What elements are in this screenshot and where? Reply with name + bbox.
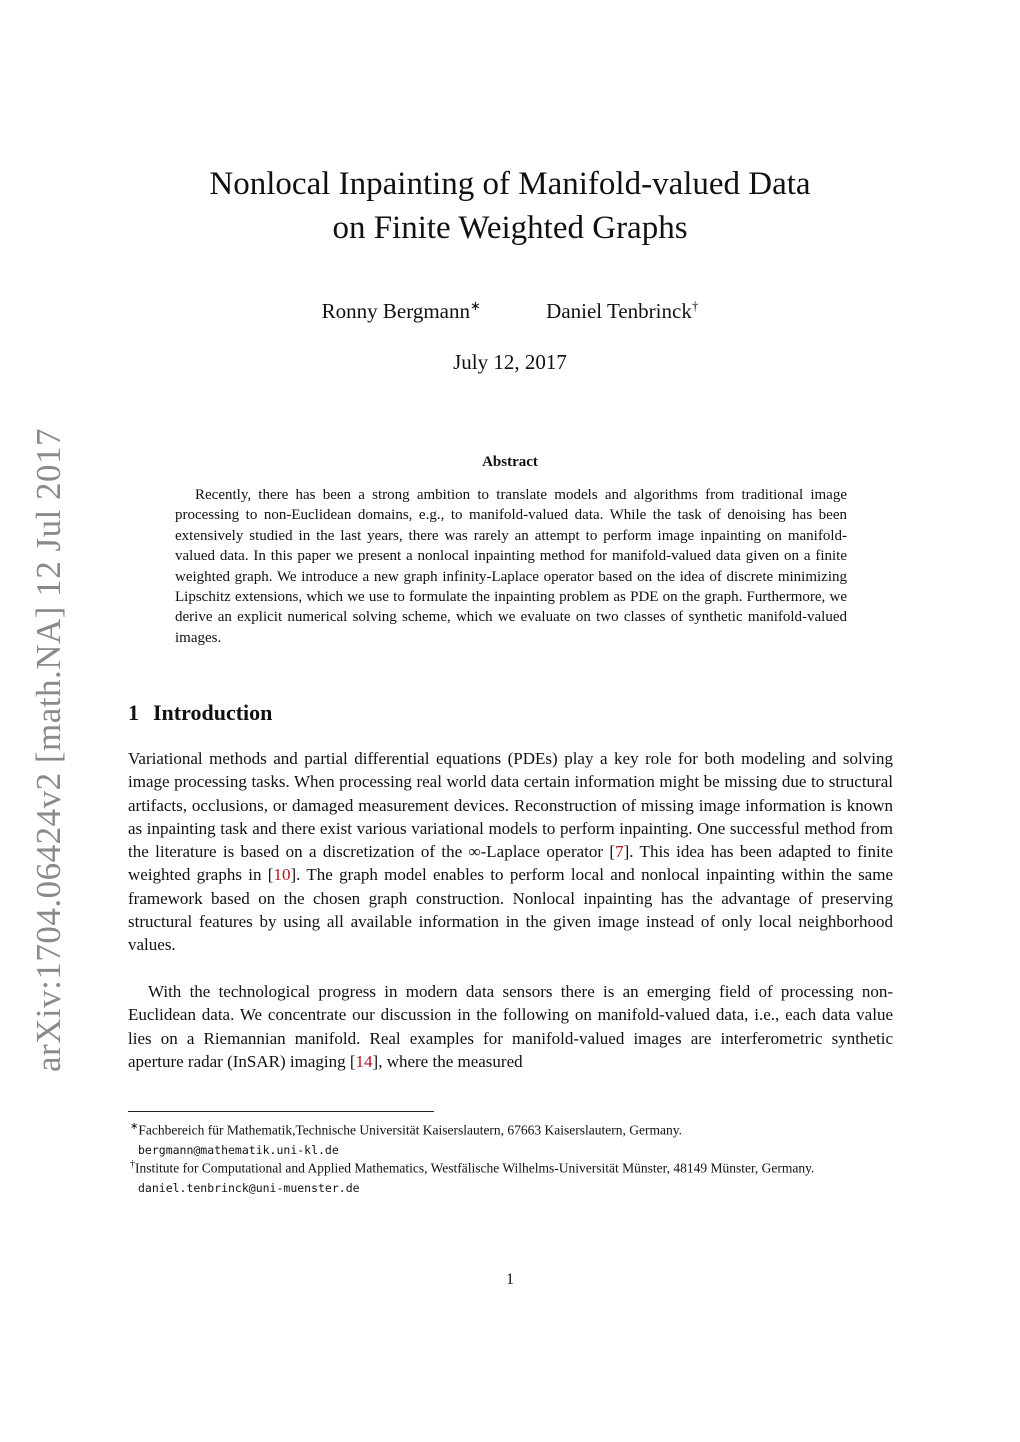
citation-link[interactable]: 14 (355, 1051, 373, 1071)
abstract-text: Recently, there has been a strong ambition to translate models and algorithms from traditional image processing to non-Euclidean domains, e.g., to manifold-valued data. While the task of denoising has been extensively studied in the last years, there was rarely an attempt to perform image inpainting on manifold-valued data. In this paper we present a nonlocal inpainting method for manifold-valued data given on a finite weighted graph. We introduce a new graph infinity-Laplace operator based on the idea of discrete minimizing Lipschitz extensions, which we use to formulate the inpainting problem as PDE on the graph. Furthermore, we derive an explicit numerical solving scheme, which we evaluate on two classes of synthetic manifold-valued images. (175, 487, 847, 646)
footnote-1 (128, 1118, 893, 1159)
intro-paragraph-2: With the technological progress in modern data sensors there is an emerging field of processing non-Euclidean data. We concentrate our discussion in the following on manifold-valued data, i.e., each data value lies on a Riemannian manifold. Real examples for manifold-valued images are interferometric synthetic aperture radar (InSAR) imaging [14], where the measured (128, 982, 893, 1071)
section-number: 1 (128, 700, 139, 725)
footnote-mark: ∗ (130, 1121, 139, 1132)
footnote-affiliation: Fachbereich für Mathematik,Technische Universität Kaiserslautern, 67663 Kaiserslautern, Germany. (138, 1122, 683, 1138)
page-number: 1 (506, 1271, 514, 1288)
footnote-mark: † (130, 1159, 135, 1170)
paper-date: July 12, 2017 (453, 350, 567, 374)
section-heading (128, 700, 272, 726)
footnote-divider (128, 1111, 434, 1112)
email-link[interactable]: daniel.tenbrinck@uni-muenster.de (138, 1180, 360, 1195)
abstract-heading: Abstract (482, 454, 538, 470)
title-line-1: Nonlocal Inpainting of Manifold-valued Data (209, 166, 811, 202)
arxiv-identifier: arXiv:1704.06424v2 [math.NA] 12 Jul 2017 (29, 427, 68, 1073)
email-link[interactable]: bergmann@mathematik.uni-kl.de (138, 1142, 339, 1157)
author-list (130, 298, 890, 324)
citation-link[interactable]: 10 (273, 865, 291, 885)
title-line-2: on Finite Weighted Graphs (332, 210, 688, 246)
author-bergmann: Ronny Bergmann∗ (321, 298, 481, 323)
author-tenbrinck: Daniel Tenbrinck† (546, 298, 699, 323)
intro-paragraph-1: Variational methods and partial differential equations (PDEs) play a key role for both modeling and solving image processing tasks. When processing real world data certain information might be missing due to structural artifacts, occlusions, or damaged measurement devices. Reconstruction of missing image information is known as inpainting task and there exist various variational models to perform inpainting. One successful method from the literature is based on a discretization of the ∞-Laplace operator [7]. This idea has been adapted to finite weighted graphs in [10]. The graph model enables to perform local and nonlocal inpainting within the same framework based on the chosen graph construction. Nonlocal inpainting has the advantage of preserving structural features by using all available information in the given image instead of only local neighborhood values. (128, 749, 893, 955)
author-mark: ∗ (470, 298, 481, 313)
footnote-2 (128, 1156, 893, 1197)
citation-link[interactable]: 7 (615, 842, 624, 862)
author-mark: † (691, 298, 699, 313)
paper-title (130, 162, 890, 250)
footnote-affiliation: Institute for Computational and Applied Mathematics, Westfälische Wilhelms-Universität Münster, 48149 Münster, Germany. (135, 1160, 815, 1176)
section-title: Introduction (153, 700, 273, 725)
